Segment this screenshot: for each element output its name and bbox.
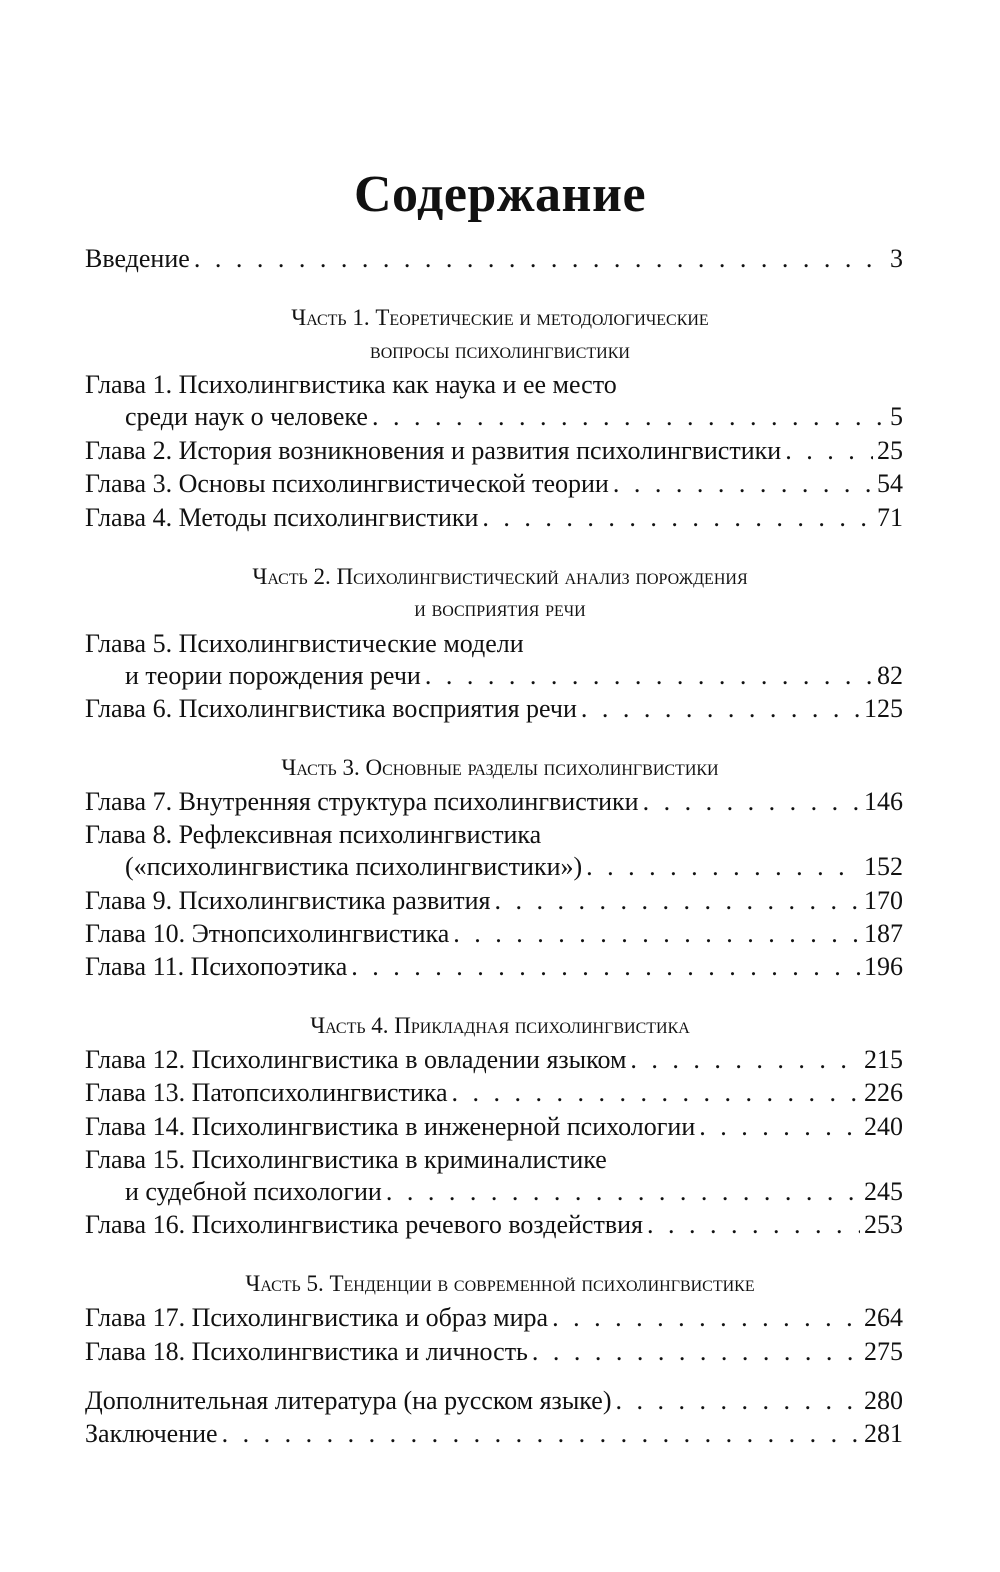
part-5-heading: Часть 5. Тенденции в современной психолингвистике bbox=[245, 1271, 755, 1296]
entry-label: Глава 7. Внутренняя структура психолингвистики bbox=[85, 787, 639, 816]
part-1-heading-line-1: Часть 1. Теоретические и методологические bbox=[291, 305, 709, 330]
toc-entry-chapter-12[interactable] bbox=[85, 1043, 903, 1077]
entry-label: Глава 14. Психолингвистика в инженерной психологии bbox=[85, 1112, 696, 1141]
page-number: 125 bbox=[864, 694, 903, 723]
page-title: Содержание bbox=[353, 166, 647, 223]
entry-label: Глава 12. Психолингвистика в овладении языком bbox=[85, 1045, 627, 1074]
toc-entry-introduction[interactable] bbox=[85, 242, 903, 276]
toc-entry-chapter-15-line-1[interactable] bbox=[85, 1143, 903, 1177]
entry-label: и теории порождения речи bbox=[125, 661, 421, 690]
entry-label: и судебной психологии bbox=[125, 1177, 382, 1206]
entry-label: Глава 10. Этнопсихолингвистика bbox=[85, 919, 450, 948]
entry-label: Заключение bbox=[85, 1419, 218, 1448]
page-number: 146 bbox=[864, 787, 903, 816]
toc-entry-chapter-7[interactable] bbox=[85, 785, 903, 819]
leader-dots bbox=[218, 1417, 860, 1451]
toc-entry-chapter-17[interactable] bbox=[85, 1301, 903, 1335]
entry-label: Глава 17. Психолингвистика и образ мира bbox=[85, 1303, 549, 1332]
toc-entry-further-reading[interactable] bbox=[85, 1384, 903, 1418]
entry-label: Глава 8. Рефлексивная психолингвистика bbox=[85, 820, 542, 849]
toc-entry-chapter-8-line-1[interactable] bbox=[85, 818, 903, 852]
entry-label: Глава 9. Психолингвистика развития bbox=[85, 886, 491, 915]
toc-entry-chapter-15-line-2[interactable] bbox=[125, 1175, 903, 1209]
page-number: 25 bbox=[877, 436, 903, 465]
toc-entry-chapter-16[interactable] bbox=[85, 1208, 903, 1242]
page-number: 152 bbox=[864, 852, 903, 881]
leader-dots bbox=[448, 1076, 860, 1110]
page-number: 215 bbox=[864, 1045, 903, 1074]
leader-dots bbox=[639, 785, 860, 819]
page-number: 280 bbox=[864, 1386, 903, 1415]
entry-label: Глава 16. Психолингвистика речевого воздействия bbox=[85, 1210, 643, 1239]
leader-dots bbox=[548, 1301, 860, 1335]
entry-label: («психолингвистика психолингвистики») bbox=[125, 852, 583, 881]
leader-dots bbox=[626, 1043, 860, 1077]
toc-entry-chapter-1-line-2[interactable] bbox=[125, 400, 903, 434]
entry-label: Глава 15. Психолингвистика в криминалистике bbox=[85, 1145, 607, 1174]
leader-dots bbox=[582, 850, 860, 884]
leader-dots bbox=[490, 884, 860, 918]
leader-dots bbox=[190, 242, 886, 276]
leader-dots bbox=[449, 917, 860, 951]
toc-entry-chapter-8-line-2[interactable] bbox=[125, 850, 903, 884]
entry-label: Глава 11. Психопоэтика bbox=[85, 952, 348, 981]
page-number: 54 bbox=[877, 469, 903, 498]
entry-label: Дополнительная литература (на русском языке) bbox=[85, 1386, 612, 1415]
entry-label: Глава 18. Психолингвистика и личность bbox=[85, 1337, 528, 1366]
leader-dots bbox=[611, 1384, 860, 1418]
entry-label: Введение bbox=[85, 244, 190, 273]
leader-dots bbox=[478, 501, 873, 535]
entry-label: Глава 6. Психолингвистика восприятия речи bbox=[85, 694, 577, 723]
entry-label: Глава 3. Основы психолингвистической теории bbox=[85, 469, 609, 498]
page-number: 226 bbox=[864, 1078, 903, 1107]
toc-entry-chapter-5-line-2[interactable] bbox=[125, 659, 903, 693]
part-1-heading-line-2: вопросы психолингвистики bbox=[370, 338, 630, 363]
leader-dots bbox=[421, 659, 873, 693]
part-4-heading: Часть 4. Прикладная психолингвистика bbox=[310, 1013, 690, 1038]
part-2-heading-line-2: и восприятия речи bbox=[414, 596, 586, 621]
toc-entry-chapter-9[interactable] bbox=[85, 884, 903, 918]
entry-label: Глава 13. Патопсихолингвистика bbox=[85, 1078, 448, 1107]
page-number: 275 bbox=[864, 1337, 903, 1366]
leader-dots bbox=[643, 1208, 860, 1242]
entry-label: среди наук о человеке bbox=[125, 402, 368, 431]
page-number: 240 bbox=[864, 1112, 903, 1141]
leader-dots bbox=[528, 1335, 860, 1369]
leader-dots bbox=[695, 1110, 860, 1144]
entry-label: Глава 5. Психолингвистические модели bbox=[85, 629, 524, 658]
leader-dots bbox=[382, 1175, 860, 1209]
toc-entry-chapter-2[interactable] bbox=[85, 434, 903, 468]
page-number: 245 bbox=[864, 1177, 903, 1206]
toc-entry-chapter-11[interactable] bbox=[85, 950, 903, 984]
page-number: 5 bbox=[890, 402, 903, 431]
leader-dots bbox=[368, 400, 886, 434]
page-number: 3 bbox=[890, 244, 903, 273]
toc-entry-chapter-3[interactable] bbox=[85, 467, 903, 501]
page-number: 187 bbox=[864, 919, 903, 948]
toc-entry-chapter-13[interactable] bbox=[85, 1076, 903, 1110]
page-number: 281 bbox=[864, 1419, 903, 1448]
page-number: 170 bbox=[864, 886, 903, 915]
toc-entry-chapter-4[interactable] bbox=[85, 501, 903, 535]
part-2-heading-line-1: Часть 2. Психолингвистический анализ порождения bbox=[252, 564, 748, 589]
leader-dots bbox=[781, 434, 873, 468]
entry-label: Глава 2. История возникновения и развития психолингвистики bbox=[85, 436, 782, 465]
page-number: 196 bbox=[864, 952, 903, 981]
toc-entry-conclusion[interactable] bbox=[85, 1417, 903, 1451]
page-number: 71 bbox=[877, 503, 903, 532]
leader-dots bbox=[347, 950, 860, 984]
toc-entry-chapter-18[interactable] bbox=[85, 1335, 903, 1369]
entry-label: Глава 1. Психолингвистика как наука и ее место bbox=[85, 370, 617, 399]
page-number: 253 bbox=[864, 1210, 903, 1239]
toc-entry-chapter-5-line-1[interactable] bbox=[85, 627, 903, 661]
leader-dots bbox=[577, 692, 860, 726]
page-number: 82 bbox=[877, 661, 903, 690]
page-number: 264 bbox=[864, 1303, 903, 1332]
entry-label: Глава 4. Методы психолингвистики bbox=[85, 503, 479, 532]
leader-dots bbox=[609, 467, 873, 501]
toc-entry-chapter-14[interactable] bbox=[85, 1110, 903, 1144]
toc-entry-chapter-10[interactable] bbox=[85, 917, 903, 951]
toc-entry-chapter-6[interactable] bbox=[85, 692, 903, 726]
toc-entry-chapter-1-line-1[interactable] bbox=[85, 368, 903, 402]
part-3-heading: Часть 3. Основные разделы психолингвистики bbox=[281, 755, 719, 780]
